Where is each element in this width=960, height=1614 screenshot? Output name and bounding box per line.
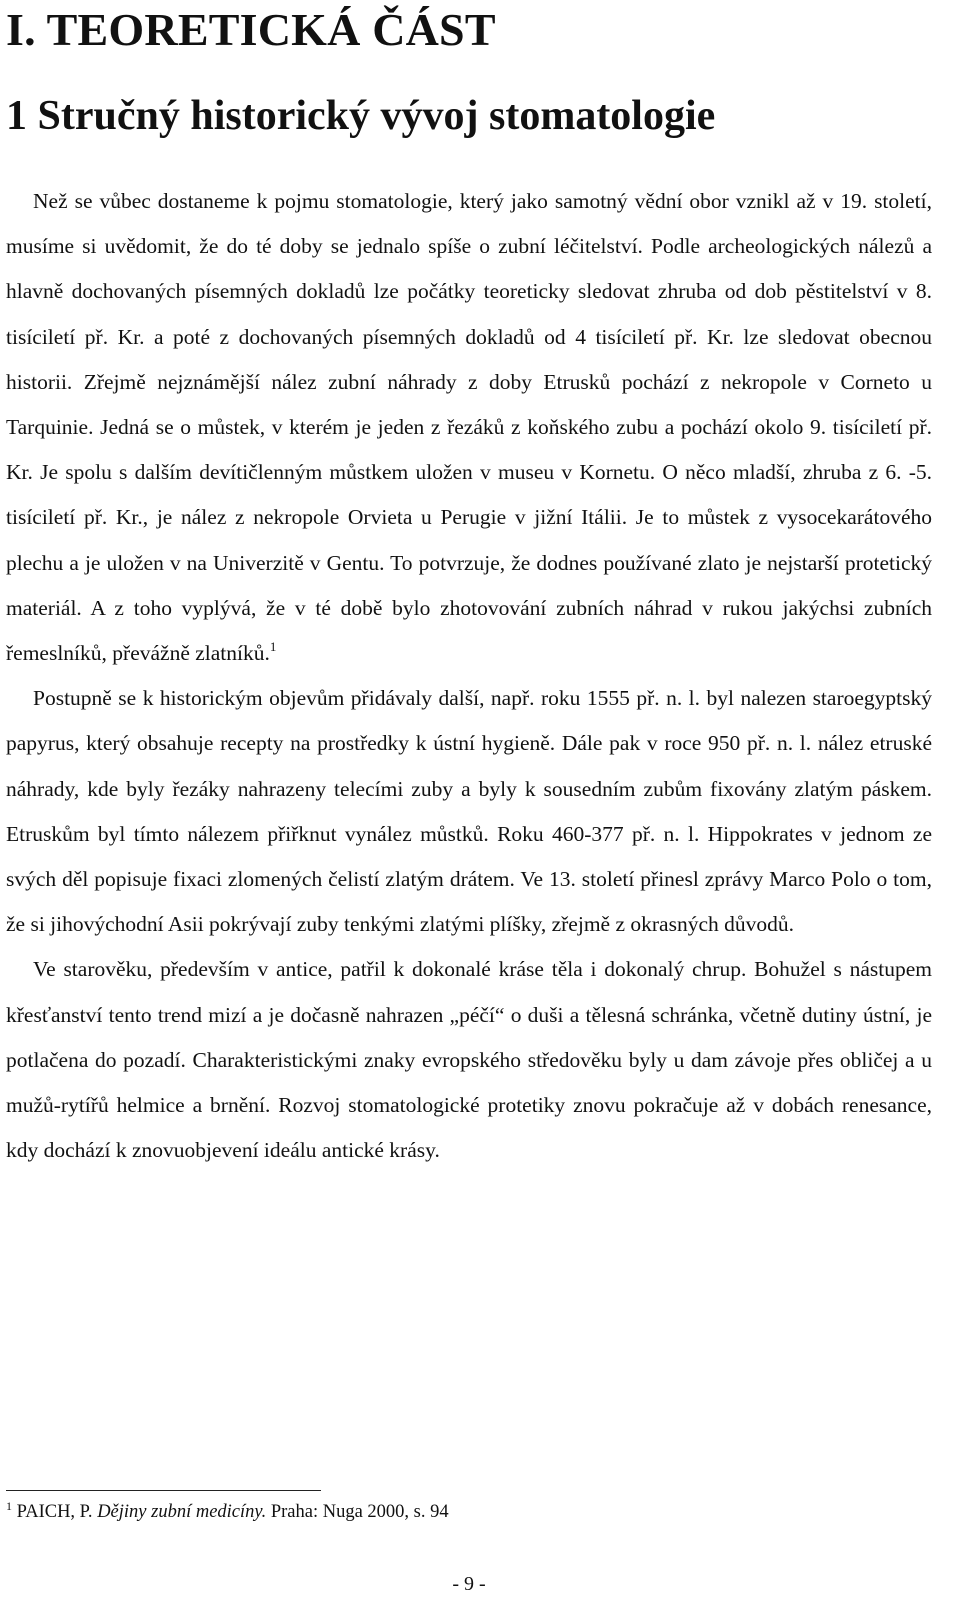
part-heading: I. TEORETICKÁ ČÁST [6,4,496,55]
footnote-number: 1 [6,1499,12,1513]
chapter-heading: 1 Stručný historický vývoj stomatologie [6,93,716,139]
footnote-title: Dějiny zubní medicíny. [97,1502,267,1522]
paragraph-3: Ve starověku, především v antice, patřil k dokonalé kráse těla i dokonalý chrup. Bohužel s nástupem křesťanství tento trend mizí a je dočasně nahrazen „péčí“ o duši a tělesná schránka, včetně dutiny ústní, je potlačena do pozadí. Charakteristickými znaky evropského středověku byly u dam závoje přes obličej a u mužů-rytířů helmice a brnění. Rozvoj stomatologické protetiky znovu pokračuje až v dobách renesance, kdy dochází k znovuobjevení ideálu antické krásy. [6,957,932,1163]
paragraph-1 [6,179,932,676]
footnote-publication: Praha: Nuga 2000, s. 94 [266,1502,449,1522]
page-number: - 9 - [452,1573,486,1595]
footnote-author: PAICH, P. [16,1502,98,1522]
body-text [6,179,932,1173]
footnote-reference[interactable]: 1 [269,639,277,655]
paragraph-1-text: Než se vůbec dostaneme k pojmu stomatologie, který jako samotný vědní obor vznikl až v 19. století, musíme si uvědomit, že do té doby se jednalo spíše o zubní léčitelství. Podle archeologických nálezů a hlavně dochovaných písemných dokladů lze počátky teoreticky sledovat zhruba od dob pěstitelství v 8. tisíciletí př. Kr. a poté z dochovaných písemných dokladů od 4 tisíciletí př. Kr. lze sledovat obecnou historii. Zřejmě nejznámější nález zubní náhrady z doby Etrusků pochází z nekropole v Corneto u Tarquinie. Jedná se o můstek, v kterém je jeden z řezáků z koňského zubu a pochází okolo 9. tisíciletí př. Kr. Je spolu s dalším devítičlenným můstkem uložen v museu v Kornetu. O něco mladší, zhruba z 6. -5. tisíciletí př. Kr., je nález z nekropole Orvieta u Perugie v jižní Itálii. Je to můstek z vysocekarátového plechu a je uložen v na Univerzitě v Gentu. To potvrzuje, že dodnes používané zlato je nejstarší protetický materiál. A z toho vyplývá, že v té době bylo zhotovování zubních náhrad v rukou jakýchsi zubních řemeslníků, převážně zlatníků. [6,189,932,666]
footnote [6,1500,449,1524]
footnote-divider [6,1490,321,1491]
paragraph-2: Postupně se k historickým objevům přidávaly další, např. roku 1555 př. n. l. byl nalezen staroegyptský papyrus, který obsahuje recepty na prostředky k ústní hygieně. Dále pak v roce 950 př. n. l. nález etruské náhrady, kde byly řezáky nahrazeny telecími zuby a byly k sousedním zubům fixovány zlatým páskem. Etruskům byl tímto nálezem přiřknut vynález můstků. Roku 460-377 př. n. l. Hippokrates v jednom ze svých děl popisuje fixaci zlomených čelistí zlatým drátem. Ve 13. století přinesl zprávy Marco Polo o tom, že si jihovýchodní Asii pokrývají zuby tenkými zlatými plíšky, zřejmě z okrasných důvodů. [6,686,932,937]
